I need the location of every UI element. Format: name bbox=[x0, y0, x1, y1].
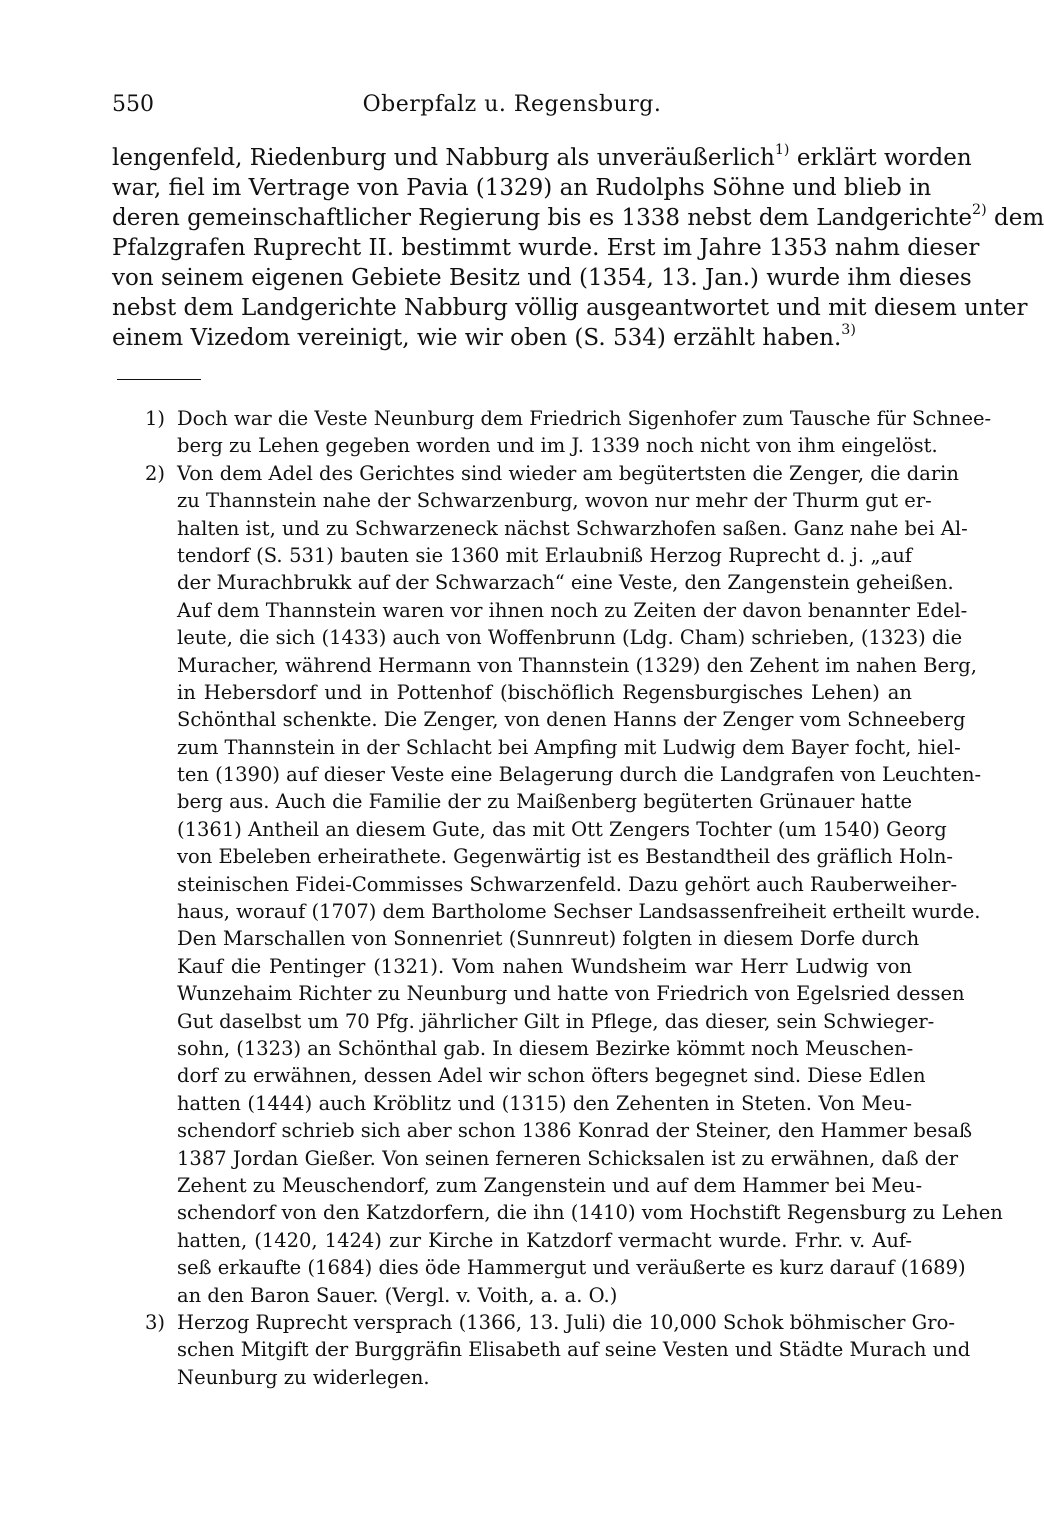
footnote-line bbox=[145, 898, 981, 925]
footnote-line bbox=[145, 1145, 959, 1172]
footnote-line bbox=[145, 1008, 935, 1035]
footnote-text: Wunzehaim Richter zu Neunburg und hatte von Friedrich von Egelsried dessen bbox=[177, 982, 965, 1006]
footnote-line bbox=[145, 925, 920, 952]
page-header bbox=[112, 92, 912, 126]
footnote-separator bbox=[117, 379, 201, 380]
footnote-line bbox=[145, 460, 959, 487]
footnote-text: tendorf (S. 531) bauten sie 1360 mit Erlaubniß Herzog Ruprecht d. j. „auf bbox=[177, 543, 912, 567]
footnote-text: 1387 Jordan Gießer. Von seinen ferneren Schicksalen ist zu erwähnen, daß der bbox=[177, 1146, 959, 1170]
footnote-text: Schönthal schenkte. Die Zenger, von denen Hanns der Zenger vom Schneeberg bbox=[177, 708, 966, 732]
footnote-line bbox=[145, 1090, 912, 1117]
footnote-line bbox=[145, 679, 912, 706]
footnote-text: ten (1390) auf dieser Veste eine Belagerung durch die Landgrafen von Leuchten- bbox=[177, 763, 982, 787]
footnote-text: hatten (1444) auch Kröblitz und (1315) den Zehenten in Steten. Von Meu- bbox=[177, 1091, 912, 1115]
footnote-text: hatten, (1420, 1424) zur Kirche in Katzdorf vermacht wurde. Frhr. v. Auf- bbox=[177, 1228, 912, 1252]
footnote-text: der Murachbrukk auf der Schwarzach“ eine Veste, den Zangenstein geheißen. bbox=[177, 571, 954, 595]
footnote-line bbox=[145, 1336, 971, 1363]
footnote-line bbox=[145, 953, 912, 980]
footnote-line bbox=[145, 1172, 923, 1199]
footnote-line bbox=[145, 788, 912, 815]
footnote-line bbox=[145, 1117, 973, 1144]
body-line: nebst dem Landgerichte Nabburg völlig ausgeantwortet und mit diesem unter bbox=[112, 295, 1028, 321]
footnote-ref: 1) bbox=[774, 142, 790, 159]
footnote-text: Muracher, während Hermann von Thannstein (1329) den Zehent im nahen Berg, bbox=[177, 653, 977, 677]
footnote-text: Auf dem Thannstein waren vor ihnen noch zu Zeiten der davon benannter Edel- bbox=[177, 598, 968, 622]
footnotes bbox=[145, 405, 1003, 1391]
footnote-marker: 1) bbox=[145, 407, 166, 430]
footnote-ref: 2) bbox=[972, 202, 987, 219]
footnote-line bbox=[145, 871, 958, 898]
footnote-line bbox=[145, 405, 992, 432]
footnote-text: sohn, (1323) an Schönthal gab. In diesem Bezirke kömmt noch Meuschen- bbox=[177, 1036, 914, 1060]
body-line: Pfalzgrafen Ruprecht II. bestimmt wurde. Erst im Jahre 1353 nahm dieser bbox=[112, 235, 980, 261]
footnote-line bbox=[145, 706, 966, 733]
footnote-text: Den Marschallen von Sonnenriet (Sunnreut) folgten in diesem Dorfe durch bbox=[177, 927, 920, 951]
footnote-text: zu Thannstein nahe der Schwarzenburg, wovon nur mehr der Thurm gut er- bbox=[177, 489, 932, 513]
footnote-line bbox=[145, 816, 947, 843]
footnote-line bbox=[145, 761, 982, 788]
footnote-text: dorf zu erwähnen, dessen Adel wir schon öfters begegnet sind. Diese Edlen bbox=[177, 1064, 926, 1088]
footnote-line bbox=[145, 734, 961, 761]
footnote-line bbox=[145, 487, 932, 514]
footnote-marker: 3) bbox=[145, 1310, 166, 1334]
footnote-text: steinischen Fidei-Commisses Schwarzenfeld. Dazu gehört auch Rauberweiher- bbox=[177, 872, 958, 896]
footnote-text: berg zu Lehen gegeben worden und im J. 1339 noch nicht von ihm eingelöst. bbox=[177, 434, 938, 458]
page-number: 550 bbox=[112, 92, 154, 117]
footnote-line bbox=[145, 1282, 912, 1309]
footnote-line bbox=[145, 1309, 955, 1336]
footnote-line bbox=[145, 569, 954, 596]
footnote-line bbox=[145, 843, 953, 870]
footnote-text: schendorf schrieb sich aber schon 1386 Konrad der Steiner, den Hammer besaß bbox=[177, 1119, 973, 1143]
body-line: war, fiel im Vertrage von Pavia (1329) an Rudolphs Söhne und blieb in bbox=[112, 175, 932, 201]
footnote-text: Gut daselbst um 70 Pfg. jährlicher Gilt in Pflege, das dieser, sein Schwieger- bbox=[177, 1009, 935, 1033]
footnote-line bbox=[145, 652, 977, 679]
footnote-text: schendorf von den Katzdorfern, die ihn (1410) vom Hochstift Regensburg zu Lehen bbox=[177, 1201, 1003, 1225]
footnote-text: in Hebersdorf und in Pottenhof (bischöflich Regensburgisches Lehen) an bbox=[177, 680, 912, 704]
footnote-text: zum Thannstein in der Schlacht bei Ampfing mit Ludwig dem Bayer focht, hiel- bbox=[177, 735, 961, 759]
footnote-line bbox=[145, 624, 963, 651]
footnote-text: Von dem Adel des Gerichtes sind wieder am begütertsten die Zenger, die darin bbox=[177, 461, 959, 485]
footnote-line bbox=[145, 1364, 912, 1391]
footnote-text: Herzog Ruprecht versprach (1366, 13. Juli) die 10,000 Schok böhmischer Gro- bbox=[177, 1310, 955, 1334]
footnote-text: berg aus. Auch die Familie der zu Maißenberg begüterten Grünauer hatte bbox=[177, 790, 912, 814]
body-line: lengenfeld, Riedenburg und Nabburg als unveräußerlich$^{1)}$ erklärt worden bbox=[112, 142, 972, 171]
footnote-text: halten ist, und zu Schwarzeneck nächst Schwarzhofen saßen. Ganz nahe bei Al- bbox=[177, 516, 968, 540]
footnote-line bbox=[145, 1227, 912, 1254]
footnote-text: von Ebeleben erheirathete. Gegenwärtig ist es Bestandtheil des gräflich Holn- bbox=[177, 845, 953, 869]
footnote-text: Kauf die Pentinger (1321). Vom nahen Wundsheim war Herr Ludwig von bbox=[177, 954, 912, 978]
footnote-text: (1361) Antheil an diesem Gute, das mit Ott Zengers Tochter (um 1540) Georg bbox=[177, 817, 947, 841]
footnote-text: leute, die sich (1433) auch von Woffenbrunn (Ldg. Cham) schrieben, (1323) die bbox=[177, 626, 963, 650]
footnote-text: an den Baron Sauer. (Vergl. v. Voith, a. a. O.) bbox=[177, 1283, 618, 1307]
footnote-line bbox=[145, 1199, 1003, 1226]
main-paragraph bbox=[112, 142, 1044, 353]
footnote-line bbox=[145, 542, 912, 569]
footnote-line bbox=[145, 515, 968, 542]
running-title: Oberpfalz u. Regensburg. bbox=[362, 92, 662, 117]
footnote-line bbox=[145, 1254, 966, 1281]
footnote-line bbox=[145, 597, 968, 624]
footnote-text: Doch war die Veste Neunburg dem Friedrich Sigenhofer zum Tausche für Schnee- bbox=[177, 407, 992, 430]
footnote-text: schen Mitgift der Burggräfin Elisabeth auf seine Vesten und Städte Murach und bbox=[177, 1338, 971, 1362]
footnote-text: seß erkaufte (1684) dies öde Hammergut und veräußerte es kurz darauf (1689) bbox=[177, 1256, 966, 1280]
footnote-line bbox=[145, 432, 938, 459]
body-line: von seinem eigenen Gebiete Besitz und (1354, 13. Jan.) wurde ihm dieses bbox=[112, 265, 972, 291]
footnote-ref: 3) bbox=[841, 322, 856, 339]
footnote-line bbox=[145, 980, 965, 1007]
body-line: deren gemeinschaftlicher Regierung bis es 1338 nebst dem Landgerichte$^{2)}$ dem bbox=[112, 202, 1044, 231]
footnote-line bbox=[145, 1035, 912, 1062]
footnote-line bbox=[145, 1062, 926, 1089]
footnote-text: Zehent zu Meuschendorf, zum Zangenstein und auf dem Hammer bei Meu- bbox=[177, 1173, 923, 1197]
footnote-marker: 2) bbox=[145, 461, 166, 485]
body-line: einem Vizedom vereinigt, wie wir oben (S. 534) erzählt haben.$^{3)}$ bbox=[112, 322, 856, 351]
footnote-text: Neunburg zu widerlegen. bbox=[177, 1365, 430, 1389]
footnote-text: haus, worauf (1707) dem Bartholome Sechser Landsassenfreiheit ertheilt wurde. bbox=[177, 900, 981, 924]
